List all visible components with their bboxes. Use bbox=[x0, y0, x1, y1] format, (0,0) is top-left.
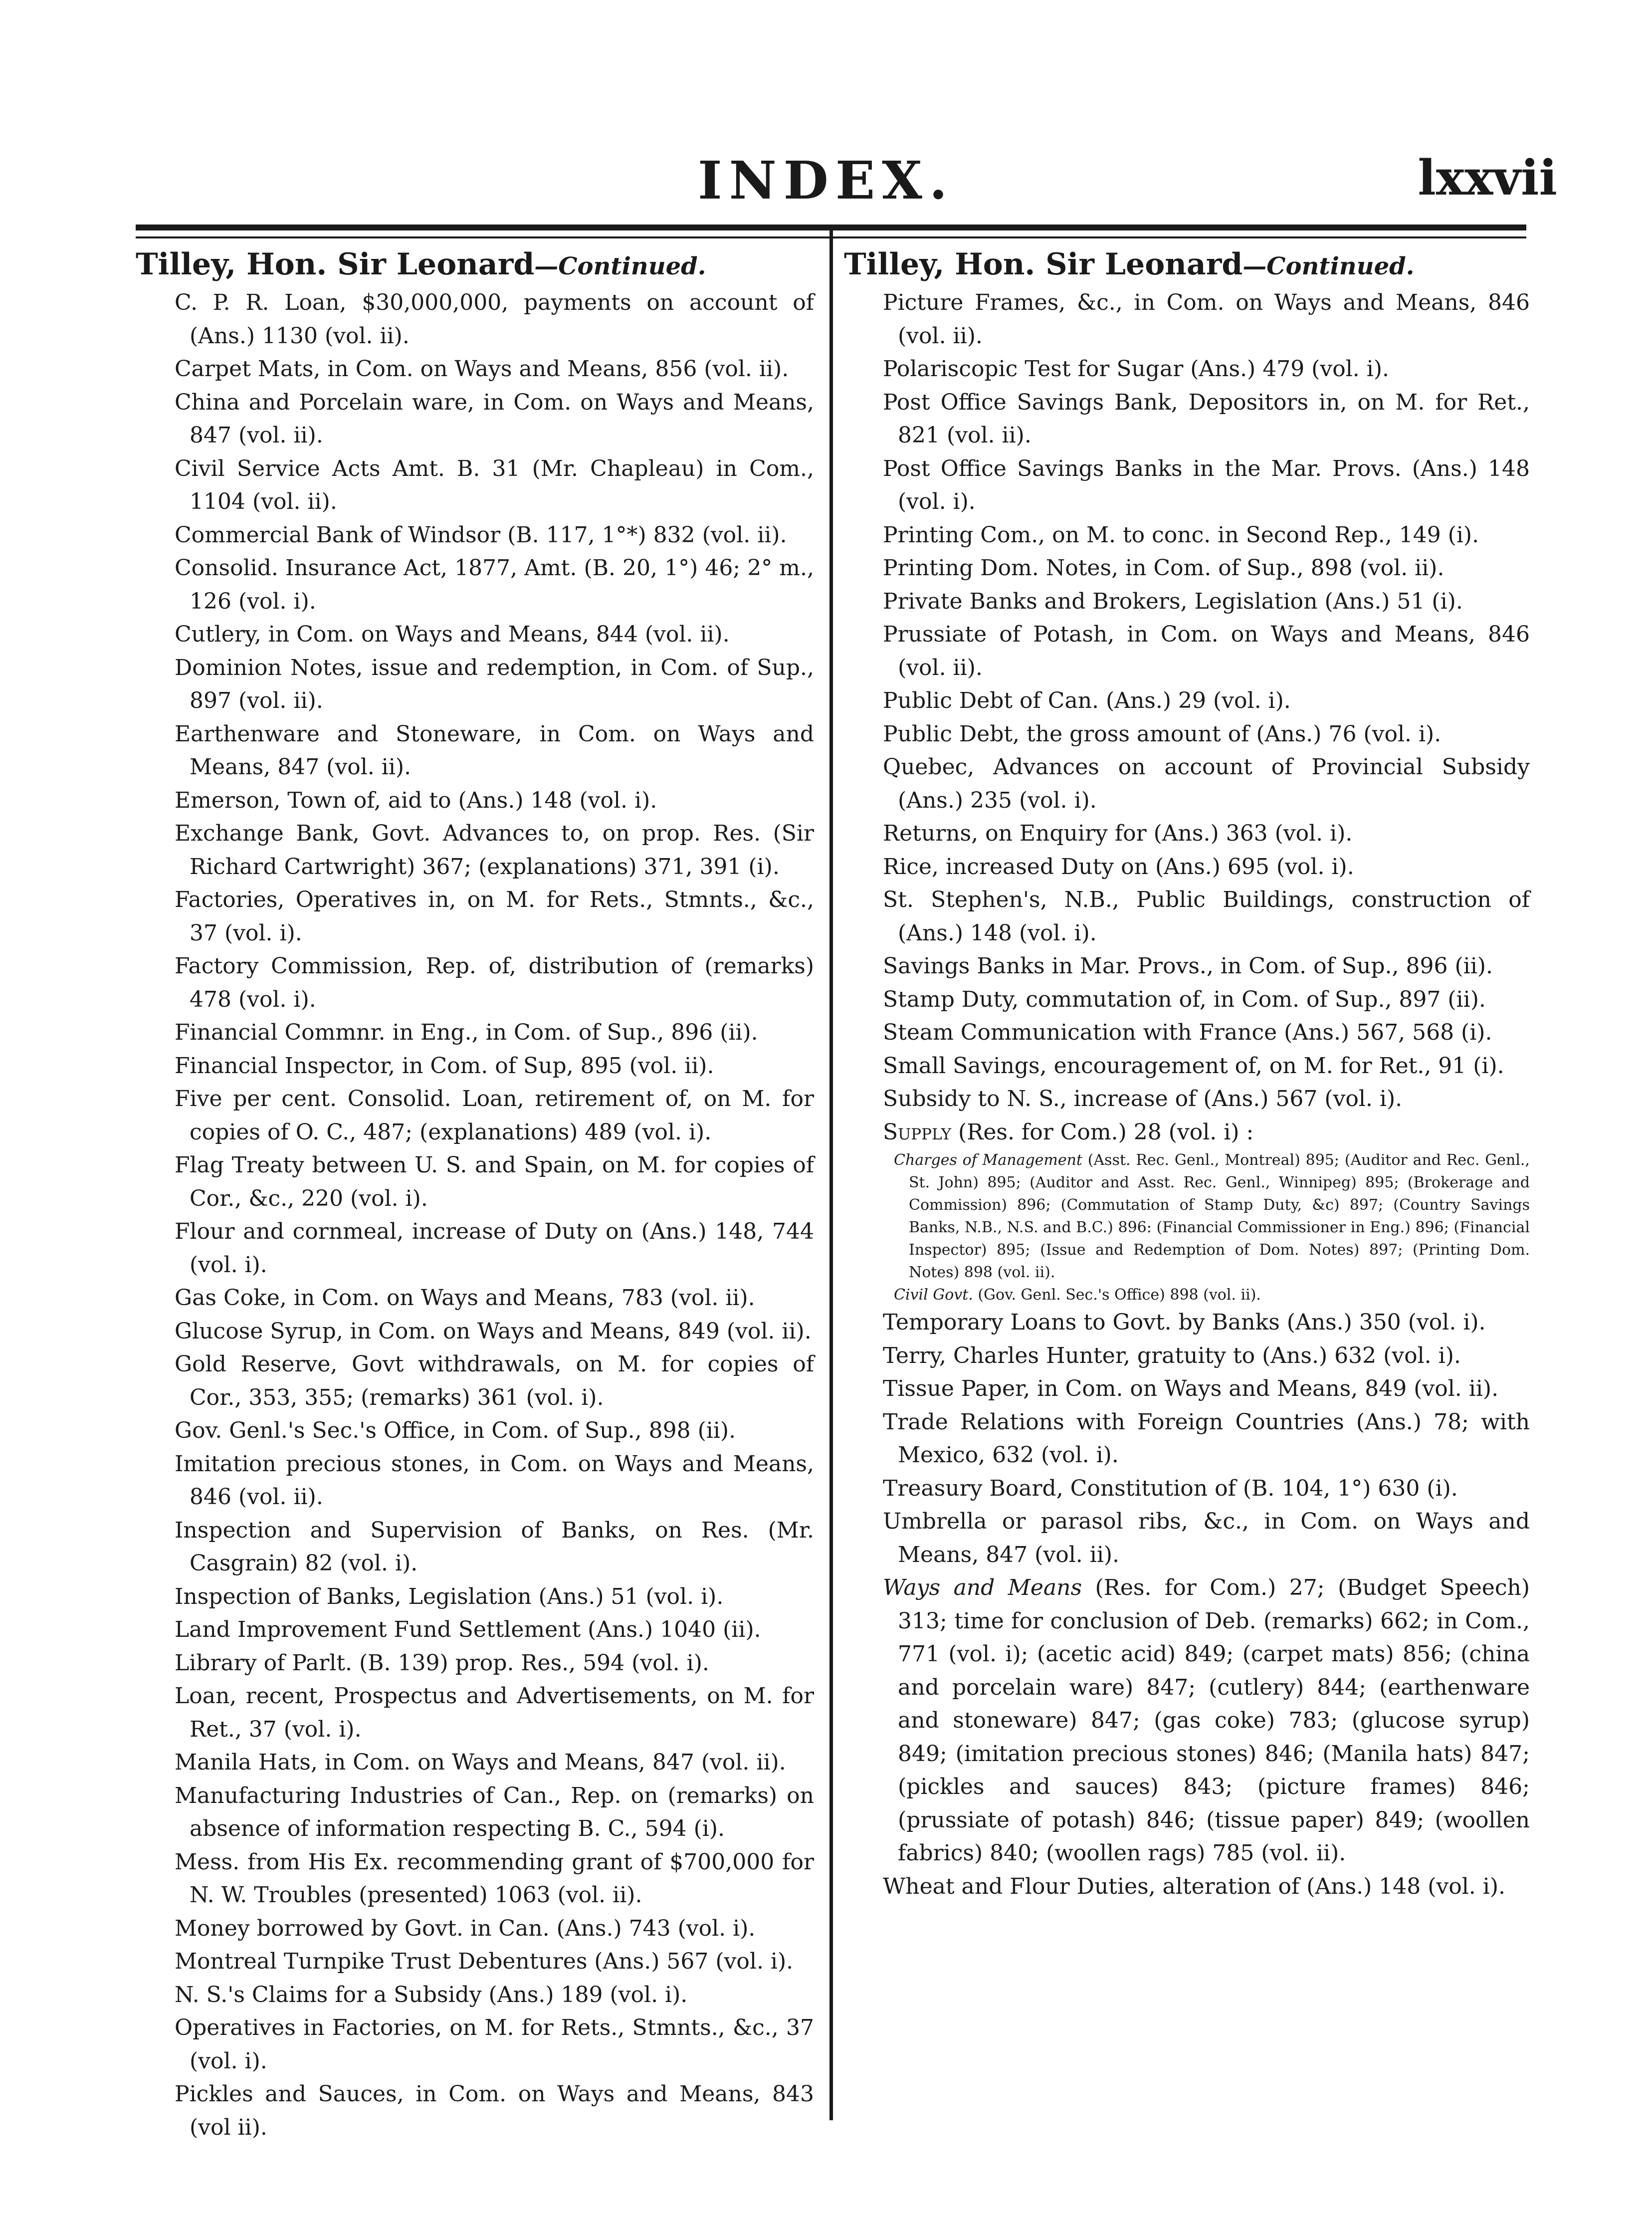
index-entry: Returns, on Enquiry for (Ans.) 363 (vol. i). bbox=[883, 821, 1353, 846]
index-entry: Manila Hats, in Com. on Ways and Means, 847 (vol. ii). bbox=[175, 1750, 786, 1775]
index-entry: Exchange Bank, Govt. Advances to, on prop. Res. (Sir Richard Cartwright) 367; (explanations) 371, 391 (i). bbox=[175, 821, 814, 880]
index-entry: Printing Com., on M. to conc. in Second Rep., 149 (i). bbox=[883, 522, 1479, 548]
index-entry: Manufacturing Industries of Can., Rep. on (remarks) on absence of information respecting B. C., 594 (i). bbox=[175, 1783, 814, 1841]
index-entry: Money borrowed by Govt. in Can. (Ans.) 743 (vol. i). bbox=[175, 1915, 756, 1941]
supply-entry bbox=[844, 1116, 1530, 1149]
index-entry: Tissue Paper, in Com. on Ways and Means, 849 (vol. ii). bbox=[883, 1376, 1499, 1401]
index-entry: Gas Coke, in Com. on Ways and Means, 783 (vol. ii). bbox=[175, 1285, 755, 1311]
index-entry: Land Improvement Fund Settlement (Ans.) 1040 (ii). bbox=[175, 1617, 761, 1642]
index-entry: Five per cent. Consolid. Loan, retirement of, on M. for copies of O. C., 487; (explanations) 489 (vol. i). bbox=[175, 1086, 814, 1145]
supply-civil-entry bbox=[844, 1284, 1530, 1306]
index-entry: Public Debt of Can. (Ans.) 29 (vol. i). bbox=[883, 688, 1291, 713]
index-entry: Stamp Duty, commutation of, in Com. of Sup., 897 (ii). bbox=[883, 986, 1486, 1012]
heading-continued: —Continued. bbox=[1242, 252, 1415, 280]
index-entry: Flour and cornmeal, increase of Duty on (Ans.) 148, 744 (vol. i). bbox=[175, 1219, 814, 1278]
index-entry: Rice, increased Duty on (Ans.) 695 (vol. i). bbox=[883, 854, 1354, 880]
supply-charges-entry bbox=[844, 1149, 1530, 1284]
index-entry: Printing Dom. Notes, in Com. of Sup., 898 (vol. ii). bbox=[883, 555, 1445, 581]
charges-text: (Asst. Rec. Genl., Montreal) 895; (Auditor and Rec. Genl., St. John) 895; (Auditor and Asst. Rec. Genl., Winnipeg) 895; (Brokerage and Commission) 896; (Commutation of Stamp Duty, &c) 897; (Country Savings Banks, N.B., N.S. and B.C.) 896: (Financial Commissioner in Eng.) 896; (Financial Inspector) 895; (Issue and Redemption of Dom. Notes) 897; (Printing Dom. Notes) 898 (vol. ii). bbox=[909, 1151, 1530, 1281]
index-entry: Temporary Loans to Govt. by Banks (Ans.) 350 (vol. i). bbox=[883, 1310, 1486, 1335]
index-entry: N. S.'s Claims for a Subsidy (Ans.) 189 (vol. i). bbox=[175, 1982, 688, 2008]
left-entry-list bbox=[136, 286, 814, 2144]
ways-text: (Res. for Com.) 27; (Budget Speech) 313; time for conclusion of Deb. (remarks) 662; in Com., 771 (vol. i); (acetic acid) 849; (carpet mats) 856; (china and porcelain ware) 847; (cutlery) 844; (earthenware and stoneware) 847; (gas coke) 783; (glucose syrup) 849; (imitation precious stones) 846; (Manila hats) 847; (pickles and sauces) 843; (picture frames) 846; (prussiate of potash) 846; (tissue paper) 849; (woollen fabrics) 840; (woollen rags) 785 (vol. ii). bbox=[898, 1575, 1530, 1866]
index-entry: Treasury Board, Constitution of (B. 104, 1°) 630 (i). bbox=[883, 1475, 1458, 1501]
index-entry: Inspection of Banks, Legislation (Ans.) 51 (vol. i). bbox=[175, 1583, 724, 1609]
index-entry: Private Banks and Brokers, Legislation (Ans.) 51 (i). bbox=[883, 588, 1463, 614]
index-entry: Steam Communication with France (Ans.) 567, 568 (i). bbox=[883, 1020, 1492, 1045]
index-entry: Inspection and Supervision of Banks, on Res. (Mr. Casgrain) 82 (vol. i). bbox=[175, 1517, 814, 1576]
right-column bbox=[844, 244, 1530, 1903]
supply-rest: (Res. for Com.) 28 (vol. i) : bbox=[951, 1119, 1254, 1145]
index-entry: Prussiate of Potash, in Com. on Ways and Means, 846 (vol. ii). bbox=[883, 622, 1530, 680]
left-column bbox=[136, 244, 814, 2144]
right-entry-list-b bbox=[844, 1306, 1530, 1571]
index-entry: Earthenware and Stoneware, in Com. on Ways and Means, 847 (vol. ii). bbox=[175, 721, 814, 780]
ways-and-means-entry bbox=[844, 1571, 1530, 1870]
index-entry: Carpet Mats, in Com. on Ways and Means, 856 (vol. ii). bbox=[175, 356, 789, 382]
page-title: INDEX. bbox=[697, 150, 955, 211]
index-entry: Public Debt, the gross amount of (Ans.) 76 (vol. i). bbox=[883, 721, 1442, 747]
index-entry: Financial Commnr. in Eng., in Com. of Sup., 896 (ii). bbox=[175, 1020, 758, 1045]
index-entry: Wheat and Flour Duties, alteration of (Ans.) 148 (vol. i). bbox=[883, 1873, 1506, 1899]
index-entry: Subsidy to N. S., increase of (Ans.) 567 (vol. i). bbox=[883, 1086, 1403, 1112]
index-entry: Terry, Charles Hunter, gratuity to (Ans.) 632 (vol. i). bbox=[883, 1342, 1461, 1368]
index-entry: China and Porcelain ware, in Com. on Ways and Means, 847 (vol. ii). bbox=[175, 389, 814, 448]
index-entry: Small Savings, encouragement of, on M. for Ret., 91 (i). bbox=[883, 1053, 1504, 1079]
index-entry: Glucose Syrup, in Com. on Ways and Means, 849 (vol. ii). bbox=[175, 1318, 812, 1344]
index-entry: Operatives in Factories, on M. for Rets., Stmnts., &c., 37 (vol. i). bbox=[175, 2015, 814, 2074]
right-entry-list-a bbox=[844, 286, 1530, 1116]
civil-label: Civil Govt. bbox=[894, 1286, 973, 1304]
index-entry: Umbrella or parasol ribs, &c., in Com. on Ways and Means, 847 (vol. ii). bbox=[883, 1509, 1530, 1567]
index-entry: Dominion Notes, issue and redemption, in Com. of Sup., 897 (vol. ii). bbox=[175, 655, 814, 713]
index-entry: Commercial Bank of Windsor (B. 117, 1°*) 832 (vol. ii). bbox=[175, 522, 787, 548]
left-column-heading bbox=[136, 244, 814, 286]
index-entry: Loan, recent, Prospectus and Advertisements, on M. for Ret., 37 (vol. i). bbox=[175, 1683, 814, 1742]
index-entry: St. Stephen's, N.B., Public Buildings, construction of (Ans.) 148 (vol. i). bbox=[883, 887, 1530, 946]
index-entry: Post Office Savings Bank, Depositors in, on M. for Ret., 821 (vol. ii). bbox=[883, 389, 1530, 448]
index-entry: Pickles and Sauces, in Com. on Ways and Means, 843 (vol ii). bbox=[175, 2081, 814, 2140]
index-entry: Quebec, Advances on account of Provincial Subsidy (Ans.) 235 (vol. i). bbox=[883, 754, 1530, 813]
index-entry: Civil Service Acts Amt. B. 31 (Mr. Chapleau) in Com., 1104 (vol. ii). bbox=[175, 455, 814, 514]
index-entry: Gold Reserve, Govt withdrawals, on M. for copies of Cor., 353, 355; (remarks) 361 (vol. i). bbox=[175, 1351, 814, 1410]
index-entry: Factories, Operatives in, on M. for Rets., Stmnts., &c., 37 (vol. i). bbox=[175, 887, 814, 946]
index-entry: Trade Relations with Foreign Countries (Ans.) 78; with Mexico, 632 (vol. i). bbox=[883, 1409, 1530, 1468]
heading-continued: —Continued. bbox=[534, 252, 706, 280]
index-entry: Imitation precious stones, in Com. on Ways and Means, 846 (vol. ii). bbox=[175, 1451, 814, 1510]
civil-text: (Gov. Genl. Sec.'s Office) 898 (vol. ii). bbox=[973, 1286, 1261, 1304]
index-entry: Consolid. Insurance Act, 1877, Amt. (B. 20, 1°) 46; 2° m., 126 (vol. i). bbox=[175, 555, 814, 614]
index-entry: Post Office Savings Banks in the Mar. Provs. (Ans.) 148 (vol. i). bbox=[883, 455, 1530, 514]
page-number: lxxvii bbox=[1418, 150, 1557, 206]
index-entry: Flag Treaty between U. S. and Spain, on M. for copies of Cor., &c., 220 (vol. i). bbox=[175, 1152, 814, 1211]
index-entry: Montreal Turnpike Trust Debentures (Ans.) 567 (vol. i). bbox=[175, 1949, 794, 1974]
index-entry: Library of Parlt. (B. 139) prop. Res., 594 (vol. i). bbox=[175, 1650, 709, 1676]
index-entry: Emerson, Town of, aid to (Ans.) 148 (vol. i). bbox=[175, 787, 657, 813]
index-entry: C. P. R. Loan, $30,000,000, payments on account of (Ans.) 1130 (vol. ii). bbox=[175, 290, 814, 349]
index-entry: Savings Banks in Mar. Provs., in Com. of Sup., 896 (ii). bbox=[883, 953, 1493, 979]
heading-name: Tilley, Hon. Sir Leonard bbox=[844, 247, 1243, 282]
page-header bbox=[0, 0, 1652, 220]
index-entry: Gov. Genl.'s Sec.'s Office, in Com. of Sup., 898 (ii). bbox=[175, 1418, 736, 1443]
index-entry: Financial Inspector, in Com. of Sup, 895 (vol. ii). bbox=[175, 1053, 714, 1079]
index-entry: Cutlery, in Com. on Ways and Means, 844 (vol. ii). bbox=[175, 622, 730, 647]
charges-label: Charges of Management bbox=[894, 1151, 1082, 1169]
column-divider bbox=[829, 224, 833, 2120]
right-column-heading bbox=[844, 244, 1530, 286]
supply-label: Supply bbox=[883, 1119, 952, 1145]
heading-name: Tilley, Hon. Sir Leonard bbox=[136, 247, 535, 282]
index-entry: Factory Commission, Rep. of, distribution of (remarks) 478 (vol. i). bbox=[175, 953, 814, 1012]
ways-label: Ways and Means bbox=[883, 1575, 1082, 1600]
index-entry: Mess. from His Ex. recommending grant of $700,000 for N. W. Troubles (presented) 1063 (vol. ii). bbox=[175, 1849, 814, 1908]
index-entry: Polariscopic Test for Sugar (Ans.) 479 (vol. i). bbox=[883, 356, 1389, 382]
index-entry: Picture Frames, &c., in Com. on Ways and Means, 846 (vol. ii). bbox=[883, 290, 1530, 349]
